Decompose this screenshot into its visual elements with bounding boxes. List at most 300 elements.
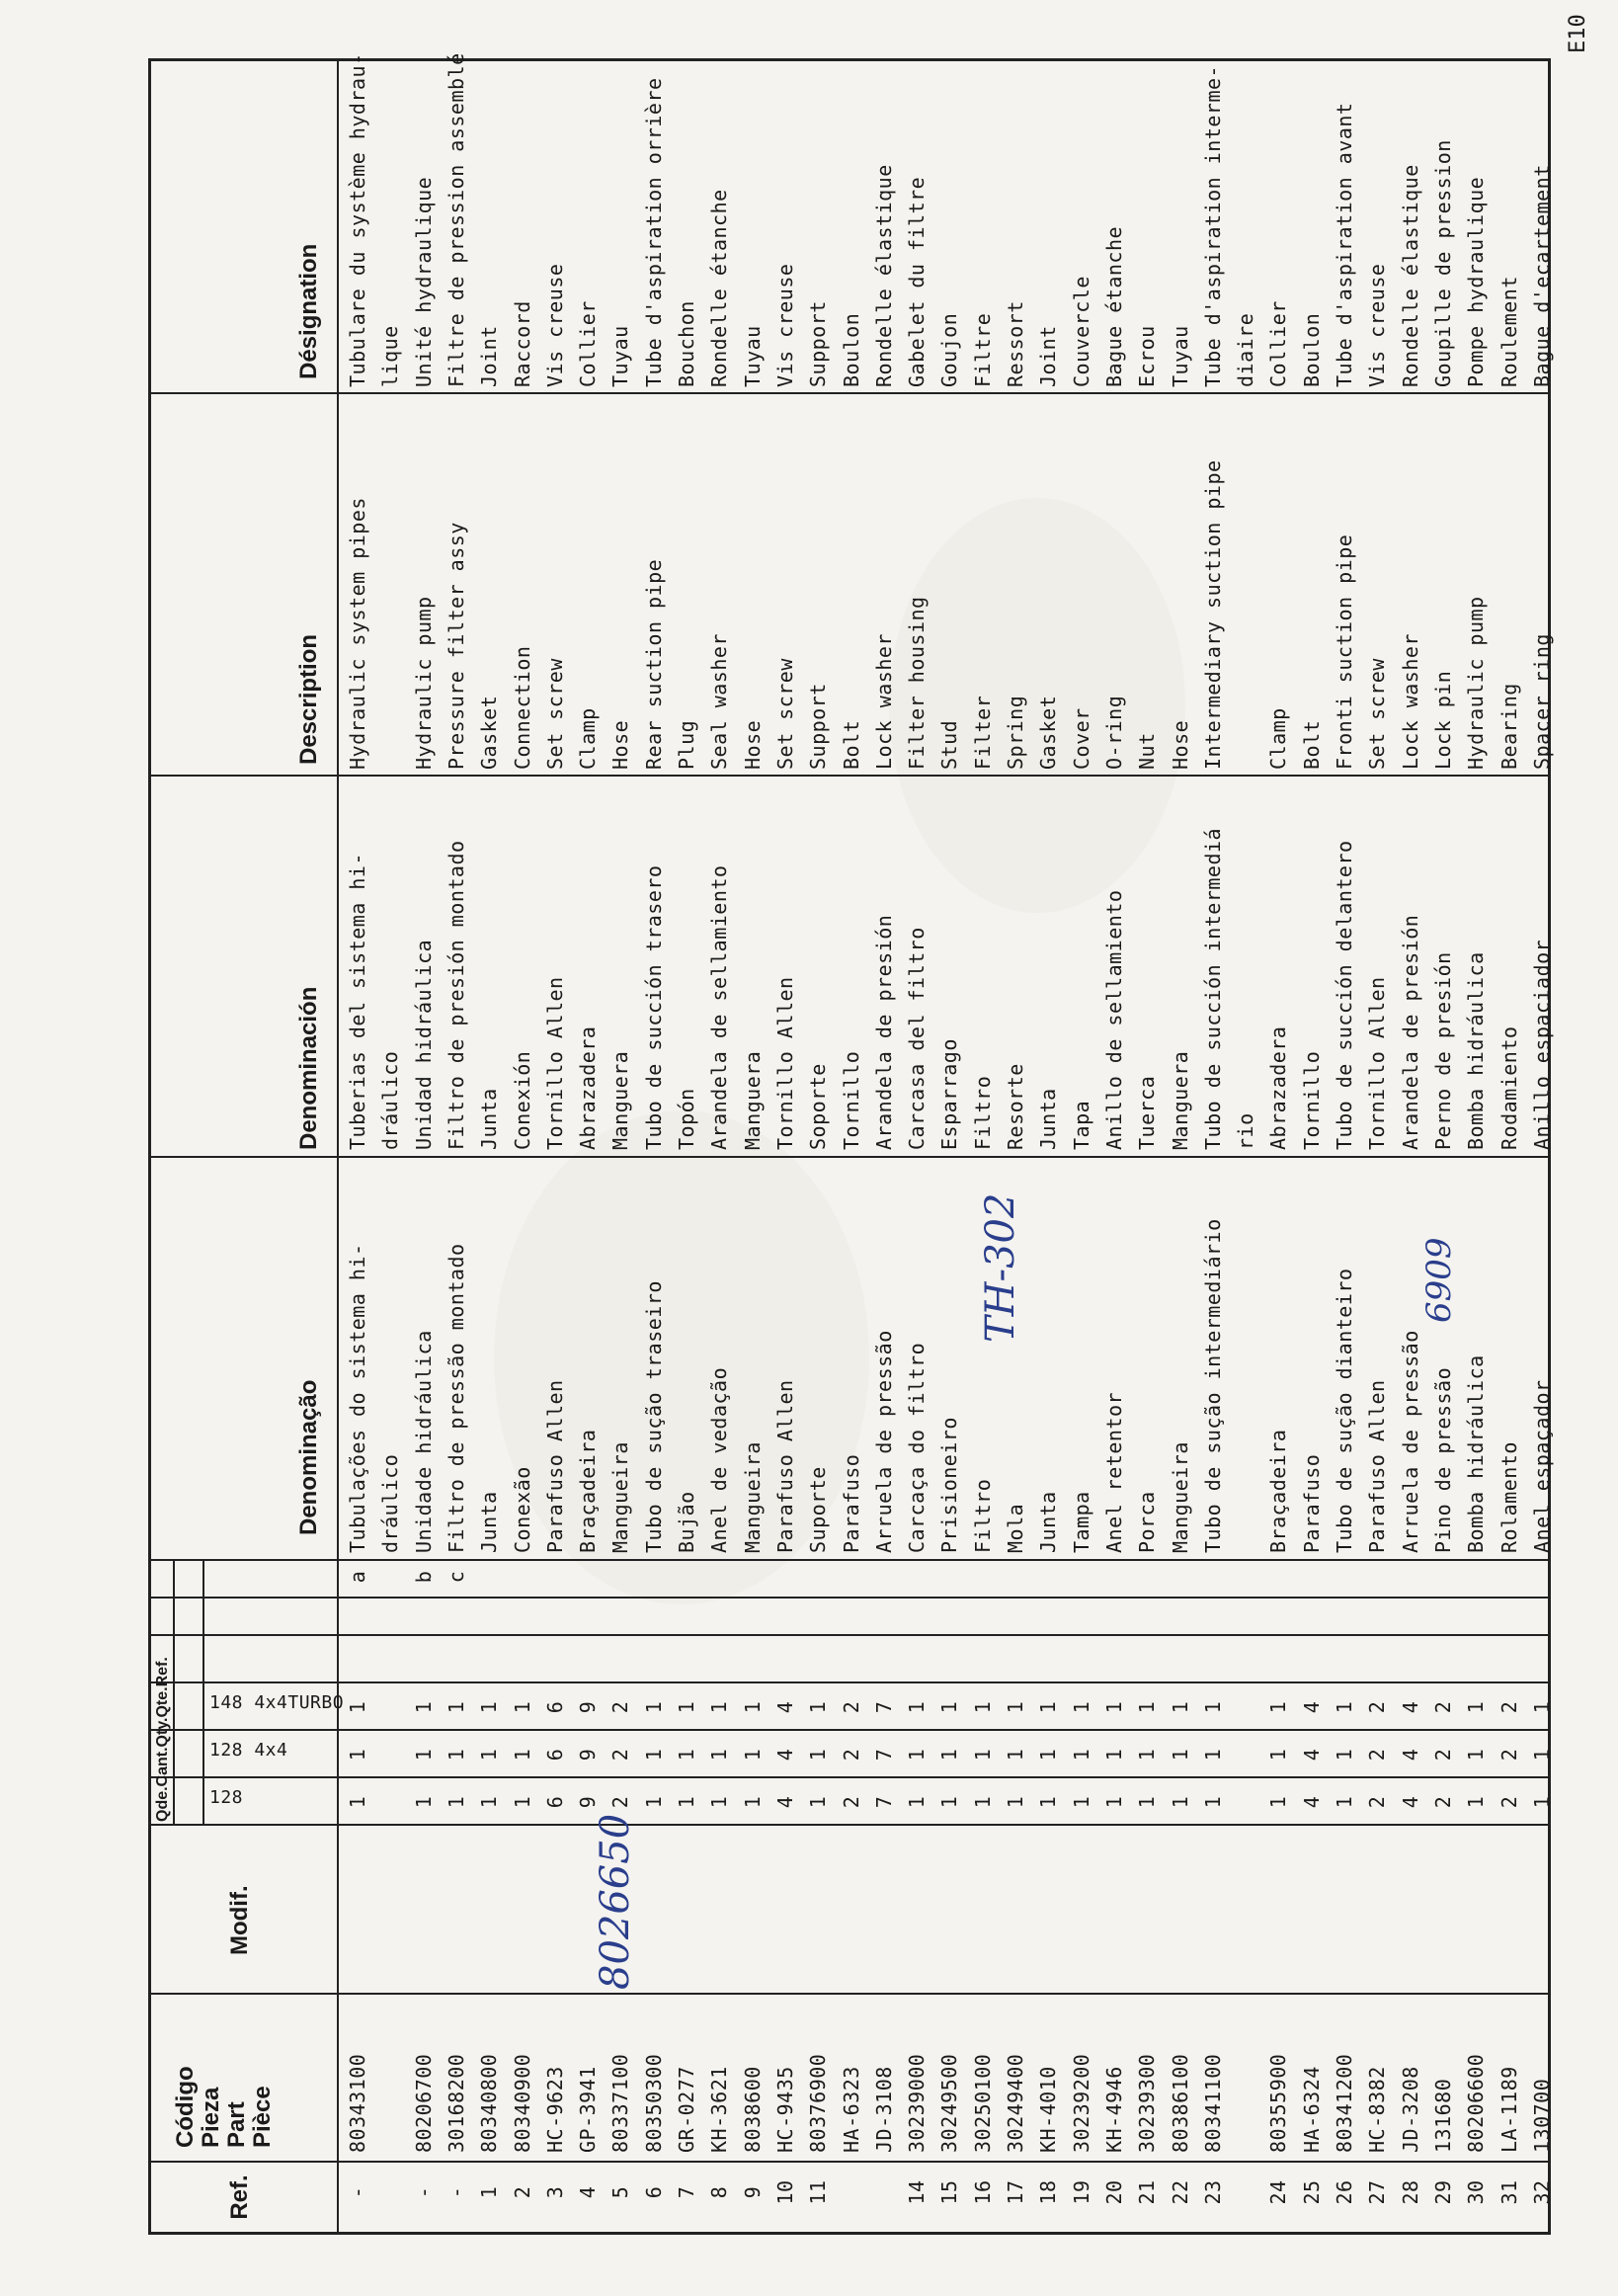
cell-en: Filter housing — [905, 596, 930, 770]
cell-fr: Rondelle étanche — [707, 189, 732, 387]
cell-code: 80340800 — [477, 2053, 502, 2153]
cell-fr: Gabelet du filtre — [905, 176, 930, 387]
cell-q2: 1 — [477, 1748, 502, 1762]
modif-header: Modif. — [226, 1885, 253, 1955]
cell-code: 8038600 — [740, 2066, 765, 2153]
cell-es: Rodamiento — [1497, 1025, 1521, 1150]
cell-es: Filtro de presión montado — [444, 840, 468, 1150]
cell-es: Anillo de sellamiento — [1101, 889, 1126, 1150]
cell-ref: 22 — [1168, 2179, 1192, 2205]
cell-code: 80206600 — [1464, 2053, 1489, 2153]
cell-fr: Tuyau — [1168, 325, 1192, 387]
cell-pt: Tampa — [1069, 1491, 1093, 1553]
cell-es: Manguera — [608, 1050, 633, 1150]
cell-q1: 1 — [1036, 1795, 1061, 1809]
cell-ref: 16 — [970, 2179, 995, 2205]
cell-fr: Tube d'aspiration orrière — [641, 77, 666, 387]
cell-q1: 4 — [1299, 1795, 1324, 1809]
cell-en: Filter — [970, 695, 995, 770]
cell-pt: Parafuso Allen — [772, 1379, 797, 1553]
cell-en: Gasket — [477, 695, 502, 770]
cell-q3: 1 — [707, 1700, 732, 1714]
cell-fr: Tube d'aspiration interme- — [1200, 64, 1225, 387]
cell-q2: 1 — [1529, 1748, 1554, 1762]
cell-code: GP-3941 — [576, 2066, 601, 2153]
cell-es: Tapa — [1069, 1100, 1093, 1150]
cell-q2: 2 — [1497, 1748, 1521, 1762]
col-divider-ref — [148, 2161, 1551, 2163]
cell-pt: Filtro — [970, 1478, 995, 1553]
cell-pt: Bomba hidráulica — [1464, 1354, 1489, 1553]
cell-en: Hose — [1168, 719, 1192, 770]
header-divider — [337, 58, 339, 2235]
cell-code: 30239300 — [1135, 2053, 1160, 2153]
cell-code: HC-9435 — [772, 2066, 797, 2153]
cell-code: HA-6323 — [839, 2066, 863, 2153]
col-divider-q4 — [148, 1634, 1551, 1636]
cell-fr: Bague d'ecartement — [1529, 164, 1554, 387]
cell-q1: 1 — [970, 1795, 995, 1809]
cell-q1: 1 — [510, 1795, 534, 1809]
cell-es: Soporte — [806, 1063, 831, 1150]
cell-fr: Pompe hydraulique — [1464, 176, 1489, 387]
cell-es: Anillo espaciador — [1529, 939, 1554, 1150]
cell-ref: 2 — [510, 2185, 534, 2199]
cell-q3: 1 — [1168, 1700, 1192, 1714]
cell-ref: 32 — [1529, 2179, 1554, 2205]
cell-ref: 18 — [1036, 2179, 1061, 2205]
cell-fr: Ecrou — [1135, 325, 1160, 387]
cell-q3: 1 — [1333, 1700, 1356, 1714]
codigo-header-2: Pieza — [198, 2087, 224, 2148]
col-divider-q1 — [148, 1776, 1551, 1778]
ref-header: Ref. — [226, 2174, 253, 2220]
en-header: Description — [295, 633, 322, 765]
cell-pt: Mangueira — [608, 1441, 633, 1553]
cell-es: Junta — [1036, 1088, 1061, 1150]
cell-code: 131680 — [1430, 2078, 1455, 2153]
cell-code: HC-8382 — [1365, 2066, 1390, 2153]
cell-es: Tuerca — [1135, 1075, 1160, 1150]
cell-code: HC-9623 — [542, 2066, 567, 2153]
cell-pt: Mangueira — [740, 1441, 765, 1553]
cell-q3: 1 — [740, 1700, 765, 1714]
cell-code: 80343100 — [346, 2053, 369, 2153]
cell-fr: Tubulare du système hydrau- — [346, 52, 369, 387]
cell-pt: Tubo de sução traseiro — [641, 1280, 666, 1553]
cell-q3: 9 — [576, 1700, 601, 1714]
cell-code: 80340900 — [510, 2053, 534, 2153]
cell-pt: Rolamento — [1497, 1441, 1521, 1553]
cell-es: Abrazadera — [576, 1025, 601, 1150]
cell-en: Hose — [608, 719, 633, 770]
cell-ref: 7 — [675, 2185, 698, 2199]
cell-es: Arandela de sellamiento — [707, 864, 732, 1150]
cell-pt: Porca — [1135, 1491, 1160, 1553]
cell-q1: 2 — [608, 1795, 633, 1809]
cell-ref: 14 — [905, 2179, 930, 2205]
cell-code: 80386100 — [1168, 2053, 1192, 2153]
cell-q2: 2 — [1365, 1748, 1390, 1762]
cell-code: 80355900 — [1266, 2053, 1291, 2153]
cell-q1: 1 — [1135, 1795, 1160, 1809]
cell-q3: 1 — [675, 1700, 698, 1714]
cell-fr: Support — [806, 300, 831, 387]
cell-ref: - — [411, 2185, 436, 2199]
cell-code: 30249400 — [1004, 2053, 1027, 2153]
cell-en: Stud — [937, 719, 962, 770]
cell-q1: 1 — [806, 1795, 831, 1809]
cell-fr: Unité hydraulique — [411, 176, 436, 387]
cell-q1: 1 — [1333, 1795, 1356, 1809]
cell-en: Hose — [740, 719, 765, 770]
cell-pt: Braçadeira — [1266, 1429, 1291, 1553]
qty-subheader-divider — [202, 1561, 204, 1826]
cell-fr: Filtre de pression assemblé — [444, 52, 468, 387]
cell-q2: 1 — [937, 1748, 962, 1762]
cell-q2: 6 — [542, 1748, 567, 1762]
cell-ref: 24 — [1266, 2179, 1291, 2205]
cell-q1: 1 — [740, 1795, 765, 1809]
cell-q3: 2 — [1365, 1700, 1390, 1714]
cell-ref: 28 — [1398, 2179, 1422, 2205]
cell-q3: 1 — [510, 1700, 534, 1714]
cell-fr: Bouchon — [675, 300, 698, 387]
cell-q1: 9 — [576, 1795, 601, 1809]
cell-q1: 4 — [772, 1795, 797, 1809]
cell-code: KH-4946 — [1101, 2066, 1126, 2153]
cell-en: Seal washer — [707, 633, 732, 770]
cell-es: Manguera — [740, 1050, 765, 1150]
cell-fr: Rondelle élastique — [871, 164, 896, 387]
cell-ref: 26 — [1333, 2179, 1356, 2205]
cell-pt: Unidade hidráulica — [411, 1330, 436, 1553]
cell-q3: 1 — [1004, 1700, 1027, 1714]
cell-en: Spacer ring — [1529, 633, 1554, 770]
cell-q3: 1 — [1101, 1700, 1126, 1714]
qty-col-label: 148 4x4TURBO — [209, 1692, 345, 1713]
cell-es: Tornillo Allen — [772, 976, 797, 1150]
codigo-header-1: Código — [172, 2066, 199, 2148]
cell-en: Lock pin — [1430, 670, 1455, 770]
cell-ref: 1 — [477, 2185, 502, 2199]
cell-pt: Prisioneiro — [937, 1417, 962, 1553]
cell-q1: 2 — [1430, 1795, 1455, 1809]
cell-es: Tornillo — [1299, 1050, 1324, 1150]
cell-fr: diaire — [1234, 312, 1258, 387]
cell-es: Resorte — [1004, 1063, 1027, 1150]
cell-code: 30168200 — [444, 2053, 468, 2153]
cell-q1: 1 — [1168, 1795, 1192, 1809]
cell-es: Filtro — [970, 1075, 995, 1150]
cell-pt: Junta — [477, 1491, 502, 1553]
cell-q2: 1 — [1069, 1748, 1093, 1762]
cell-q2: 1 — [806, 1748, 831, 1762]
cell-sub: b — [411, 1570, 436, 1584]
cell-fr: Ressort — [1004, 300, 1027, 387]
cell-en: Bearing — [1497, 683, 1521, 770]
cell-code: HA-6324 — [1299, 2066, 1324, 2153]
cell-en: Set screw — [1365, 658, 1390, 770]
cell-q1: 1 — [1004, 1795, 1027, 1809]
cell-q2: 1 — [905, 1748, 930, 1762]
cell-pt: Pino de pressão — [1430, 1366, 1455, 1553]
cell-ref: 29 — [1430, 2179, 1455, 2205]
cell-es: Bomba hidráulica — [1464, 951, 1489, 1150]
cell-en: Plug — [675, 719, 698, 770]
cell-ref: 25 — [1299, 2179, 1324, 2205]
cell-en: Lock washer — [1398, 633, 1422, 770]
cell-q2: 1 — [1333, 1748, 1356, 1762]
cell-en: Nut — [1135, 732, 1160, 770]
handwritten-bearing-note: 6909 — [1419, 1237, 1459, 1323]
cell-q1: 1 — [1464, 1795, 1489, 1809]
cell-q3: 1 — [444, 1700, 468, 1714]
cell-pt: Carcaça do filtro — [905, 1342, 930, 1553]
cell-pt: Arruela de pressão — [871, 1330, 896, 1553]
cell-q1: 2 — [1365, 1795, 1390, 1809]
cell-code: GR-0277 — [675, 2066, 698, 2153]
cell-es: Manguera — [1168, 1050, 1192, 1150]
cell-code: 30239200 — [1069, 2053, 1093, 2153]
cell-code: 30249500 — [937, 2053, 962, 2153]
cell-q3: 1 — [806, 1700, 831, 1714]
cell-q2: 1 — [1135, 1748, 1160, 1762]
cell-fr: Tube d'aspiration avant — [1333, 102, 1356, 387]
cell-pt: Filtro de pressão montado — [444, 1243, 468, 1553]
cell-pt: Braçadeira — [576, 1429, 601, 1553]
cell-ref: 5 — [608, 2185, 633, 2199]
cell-en: Gasket — [1036, 695, 1061, 770]
fr-header: Désignation — [295, 243, 322, 379]
cell-pt: Tubulações do sistema hi- — [346, 1243, 369, 1553]
cell-es: Tornillo — [839, 1050, 863, 1150]
cell-es: Junta — [477, 1088, 502, 1150]
cell-q1: 1 — [477, 1795, 502, 1809]
cell-q1: 1 — [1200, 1795, 1225, 1809]
cell-code: 80350300 — [641, 2053, 666, 2153]
cell-pt: dráulico — [378, 1453, 403, 1553]
cell-ref: 6 — [641, 2185, 666, 2199]
handwritten-modif-note: 8026650 — [593, 1813, 638, 1990]
cell-fr: Boulon — [1299, 312, 1324, 387]
cell-ref: 11 — [806, 2179, 831, 2205]
col-divider-pt — [148, 1156, 1551, 1158]
cell-q1: 1 — [707, 1795, 732, 1809]
cell-pt: Mangueira — [1168, 1441, 1192, 1553]
cell-fr: Tuyau — [740, 325, 765, 387]
cell-fr: Joint — [1036, 325, 1061, 387]
cell-pt: Tubo de sução intermediário — [1200, 1218, 1225, 1553]
cell-q2: 1 — [1036, 1748, 1061, 1762]
cell-q1: 1 — [937, 1795, 962, 1809]
cell-fr: Roulement — [1497, 276, 1521, 387]
cell-ref: 23 — [1200, 2179, 1225, 2205]
cell-q3: 1 — [905, 1700, 930, 1714]
qty-col-148 — [205, 1683, 345, 1731]
cell-pt: Parafuso — [839, 1453, 863, 1553]
cell-code: LA-1189 — [1497, 2066, 1521, 2153]
cell-code: 30250100 — [970, 2053, 995, 2153]
cell-q2: 1 — [740, 1748, 765, 1762]
cell-ref: 3 — [542, 2185, 567, 2199]
cell-fr: Couvercle — [1069, 276, 1093, 387]
col-divider-codigo — [148, 1993, 1551, 1995]
cell-q2: 4 — [1398, 1748, 1422, 1762]
cell-es: Tornillo Allen — [1365, 976, 1390, 1150]
cell-es: Tubo de succión trasero — [641, 864, 666, 1150]
cell-pt: Arruela de pressão — [1398, 1330, 1422, 1553]
cell-en: Support — [806, 683, 831, 770]
cell-ref: 19 — [1069, 2179, 1093, 2205]
cell-ref: 27 — [1365, 2179, 1390, 2205]
cell-fr: lique — [378, 325, 403, 387]
col-divider-q5 — [148, 1597, 1551, 1599]
col-divider-q3 — [148, 1681, 1551, 1683]
cell-q3: 7 — [871, 1700, 896, 1714]
cell-es: Tornillo Allen — [542, 976, 567, 1150]
cell-q1: 1 — [1101, 1795, 1126, 1809]
cell-q1: 1 — [1529, 1795, 1554, 1809]
cell-q2: 1 — [1266, 1748, 1291, 1762]
cell-sub: a — [346, 1570, 369, 1584]
cell-q1: 4 — [1398, 1795, 1422, 1809]
cell-q3: 1 — [937, 1700, 962, 1714]
qty-col-128-4x4 — [205, 1731, 334, 1778]
cell-ref: 8 — [707, 2185, 732, 2199]
cell-q3: 1 — [970, 1700, 995, 1714]
cell-ref: 30 — [1464, 2179, 1489, 2205]
cell-en: Connection — [510, 645, 534, 770]
cell-q2: 1 — [1101, 1748, 1126, 1762]
cell-en: Clamp — [1266, 707, 1291, 770]
cell-q3: 4 — [772, 1700, 797, 1714]
cell-q2: 7 — [871, 1748, 896, 1762]
cell-q3: 2 — [1497, 1700, 1521, 1714]
qty-col-label: 128 — [209, 1787, 244, 1808]
cell-es: Tubo de succión delantero — [1333, 840, 1356, 1150]
cell-es: Esparrago — [937, 1038, 962, 1150]
cell-q1: 1 — [905, 1795, 930, 1809]
cell-q2: 1 — [346, 1748, 369, 1762]
codigo-header-3: Part — [223, 2101, 250, 2148]
cell-code: KH-4010 — [1036, 2066, 1061, 2153]
cell-q3: 1 — [477, 1700, 502, 1714]
cell-q2: 1 — [510, 1748, 534, 1762]
cell-en: Clamp — [576, 707, 601, 770]
cell-q3: 1 — [1069, 1700, 1093, 1714]
cell-q3: 4 — [1299, 1700, 1324, 1714]
cell-code: 30239000 — [905, 2053, 930, 2153]
cell-fr: Tuyau — [608, 325, 633, 387]
cell-ref: 4 — [576, 2185, 601, 2199]
cell-q3: 1 — [1529, 1700, 1554, 1714]
cell-es: Perno de presión — [1430, 951, 1455, 1150]
cell-en: Set screw — [542, 658, 567, 770]
cell-en: Intermediary suction pipe — [1200, 459, 1225, 770]
cell-en: Cover — [1069, 707, 1093, 770]
cell-q2: 2 — [608, 1748, 633, 1762]
cell-q2: 2 — [839, 1748, 863, 1762]
pt-header: Denominação — [295, 1379, 322, 1535]
handwritten-filter-note: TH-302 — [978, 1192, 1023, 1343]
cell-en: O-ring — [1101, 695, 1126, 770]
col-divider-en — [148, 392, 1551, 394]
cell-en: Bolt — [839, 719, 863, 770]
cell-q1: 1 — [1069, 1795, 1093, 1809]
cell-q1: 2 — [1497, 1795, 1521, 1809]
cell-ref: 31 — [1497, 2179, 1521, 2205]
cell-q3: 1 — [1200, 1700, 1225, 1714]
col-divider-q2 — [148, 1729, 1551, 1731]
cell-fr: Raccord — [510, 300, 534, 387]
cell-pt: Anel espaçador — [1529, 1379, 1554, 1553]
cell-q2: 4 — [772, 1748, 797, 1762]
col-divider-q6 — [148, 1559, 1551, 1561]
cell-es: Topón — [675, 1088, 698, 1150]
cell-es: Arandela de presión — [871, 914, 896, 1150]
cell-q3: 4 — [1398, 1700, 1422, 1714]
cell-q2: 1 — [411, 1748, 436, 1762]
cell-es: Unidad hidráulica — [411, 939, 436, 1150]
cell-fr: Vis creuse — [1365, 263, 1390, 387]
cell-q3: 1 — [1266, 1700, 1291, 1714]
cell-fr: Goujon — [937, 312, 962, 387]
cell-pt: Parafuso Allen — [1365, 1379, 1390, 1553]
cell-pt: Suporte — [806, 1466, 831, 1553]
cell-q2: 1 — [1464, 1748, 1489, 1762]
cell-en: Hydraulic pump — [1464, 596, 1489, 770]
cell-q2: 2 — [1430, 1748, 1455, 1762]
cell-code: 130700 — [1529, 2078, 1554, 2153]
cell-ref: 21 — [1135, 2179, 1160, 2205]
cell-pt: Anel de vedação — [707, 1366, 732, 1553]
cell-pt: Junta — [1036, 1491, 1061, 1553]
es-header: Denominación — [295, 986, 322, 1150]
cell-fr: Collier — [1266, 300, 1291, 387]
cell-ref: 15 — [937, 2179, 962, 2205]
cell-es: rio — [1234, 1112, 1258, 1150]
cell-pt: Bujão — [675, 1491, 698, 1553]
cell-ref: - — [346, 2185, 369, 2199]
cell-q1: 1 — [444, 1795, 468, 1809]
cell-q1: 6 — [542, 1795, 567, 1809]
cell-q3: 1 — [1135, 1700, 1160, 1714]
cell-code: KH-3621 — [707, 2066, 732, 2153]
cell-q1: 1 — [346, 1795, 369, 1809]
cell-ref: 9 — [740, 2185, 765, 2199]
cell-sub: c — [444, 1570, 468, 1584]
cell-q3: 2 — [839, 1700, 863, 1714]
codigo-header-4: Pièce — [249, 2086, 276, 2148]
cell-ref: - — [444, 2185, 468, 2199]
cell-q3: 2 — [1430, 1700, 1455, 1714]
cell-pt: Tubo de sução dianteiro — [1333, 1268, 1356, 1553]
cell-es: dráulico — [378, 1050, 403, 1150]
cell-pt: Anel retentor — [1101, 1391, 1126, 1553]
cell-pt: Parafuso — [1299, 1453, 1324, 1553]
cell-q2: 4 — [1299, 1748, 1324, 1762]
qty-col-128 — [205, 1778, 334, 1826]
cell-es: Abrazadera — [1266, 1025, 1291, 1150]
cell-fr: Rondelle élastique — [1398, 164, 1422, 387]
cell-fr: Goupille de pression — [1430, 139, 1455, 387]
cell-en: Pressure filter assy — [444, 522, 468, 770]
cell-q3: 1 — [1464, 1700, 1489, 1714]
cell-en: Spring — [1004, 695, 1027, 770]
cell-q2: 1 — [1168, 1748, 1192, 1762]
cell-code: 80341100 — [1200, 2053, 1225, 2153]
